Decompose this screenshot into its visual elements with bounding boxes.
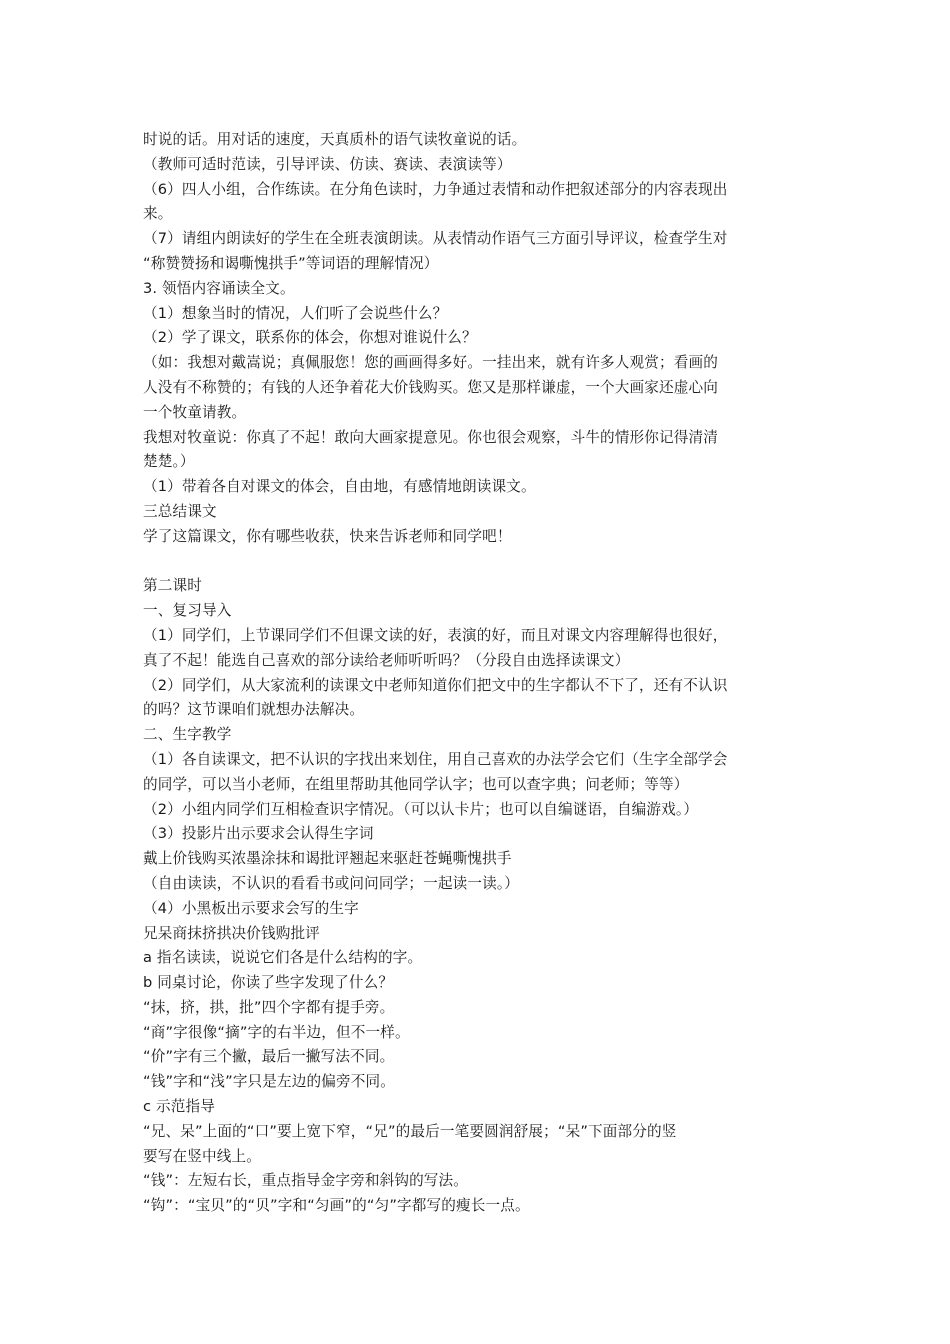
section-heading: 一、复习导入 [143,602,232,620]
blank-line [143,550,813,575]
text-line: （如：我想对戴嵩说；真佩服您！您的画画得多好。一挂出来，就有许多人观赏；看画的 [143,354,719,372]
text-line: （2）学了课文，联系你的体会，你想对谁说什么？ [143,329,477,347]
text-line: （1）带着各自对课文的体会，自由地，有感情地朗读课文。 [143,478,536,496]
text-line: 要写在竖中线上。 [143,1147,261,1165]
text-line: “钱”：左短右长，重点指导金字旁和斜钩的写法。 [143,1172,469,1190]
text-line: （1）同学们，上节课同学们不但课文读的好，表演的好，而且对课文内容理解得也很好， [143,626,728,644]
section-heading: 第二课时 [143,577,202,595]
text-line: （3）投影片出示要求会认得生字词 [143,825,374,843]
text-line: 戴上价钱购买浓墨涂抹和谒批评翘起来驱赶苍蝇嘶愧拱手 [143,850,512,868]
text-line: 兄呆商抹挤拱决价钱购批评 [143,924,320,942]
section-heading: 三总结课文 [143,502,217,520]
text-line: （自由读读，不认识的看看书或问问同学；一起读一读。） [143,874,520,892]
text-line: “抹，挤，拱，批”四个字都有提手旁。 [143,998,395,1016]
text-line: 的同学，可以当小老师，在组里帮助其他同学认字；也可以查字典；问老师；等等） [143,775,689,793]
text-line: （2）同学们，从大家流利的读课文中老师知道你们把文中的生字都认不下了，还有不认识 [143,676,728,694]
text-line: 来。 [143,205,173,223]
text-line: 人没有不称赞的；有钱的人还争着花大价钱购买。您又是那样谦虚，一个大画家还虚心向 [143,378,719,396]
text-line: （1）想象当时的情况，人们听了会说些什么？ [143,304,448,322]
text-line: a 指名读读，说说它们各是什么结构的字。 [143,949,423,967]
text-line: 学了这篇课文，你有哪些收获，快来告诉老师和同学吧！ [143,527,512,545]
text-line: “钱”字和“浅”字只是左边的偏旁不同。 [143,1073,395,1091]
text-line: （教师可适时范读，引导评读、仿读、赛读、表演读等） [143,155,512,173]
text-line: “价”字有三个撇，最后一撇写法不同。 [143,1048,395,1066]
text-line: “钩”：“宝贝”的“贝”字和“匀画”的“匀”字都写的瘦长一点。 [143,1197,530,1215]
text-line: 楚楚。） [143,453,195,471]
text-line: 的吗？这节课咱们就想办法解决。 [143,701,365,719]
text-line: “称赞赞扬和谒嘶愧拱手”等词语的理解情况） [143,254,439,272]
text-line: “兄、呆”上面的“口”要上宽下窄，“兄”的最后一笔要圆润舒展；“呆”下面部分的竖 [143,1122,677,1140]
section-heading: 3. 领悟内容诵读全文。 [143,279,295,297]
document-body [143,128,813,1219]
text-line: （1）各自读课文，把不认识的字找出来划住，用自己喜欢的办法学会它们（生字全部学会 [143,750,728,768]
text-line: c 示范指导 [143,1098,215,1116]
text-line: b 同桌讨论，你读了些字发现了什么？ [143,974,394,992]
text-line: （6）四人小组，合作练读。在分角色读时，力争通过表情和动作把叙述部分的内容表现出 [143,180,728,198]
text-line: （4）小黑板出示要求会写的生字 [143,899,359,917]
text-line: 我想对牧童说：你真了不起！敢向大画家提意见。你也很会观察，斗牛的情形你记得清清 [143,428,719,446]
text-line: 时说的话。用对话的速度，天真质朴的语气读牧童说的话。 [143,131,527,148]
text-line: 一个牧童请教。 [143,403,247,421]
text-line: （2）小组内同学们互相检查识字情况。（可以认卡片；也可以自编谜语，自编游戏。） [143,800,699,818]
text-line: （7）请组内朗读好的学生在全班表演朗读。从表情动作语气三方面引导评议，检查学生对 [143,230,728,248]
text-line: “商”字很像“摘”字的右半边，但不一样。 [143,1023,410,1041]
text-line: 真了不起！能选自己喜欢的部分读给老师听听吗？（分段自由选择读课文） [143,651,630,669]
section-heading: 二、生字教学 [143,726,232,744]
